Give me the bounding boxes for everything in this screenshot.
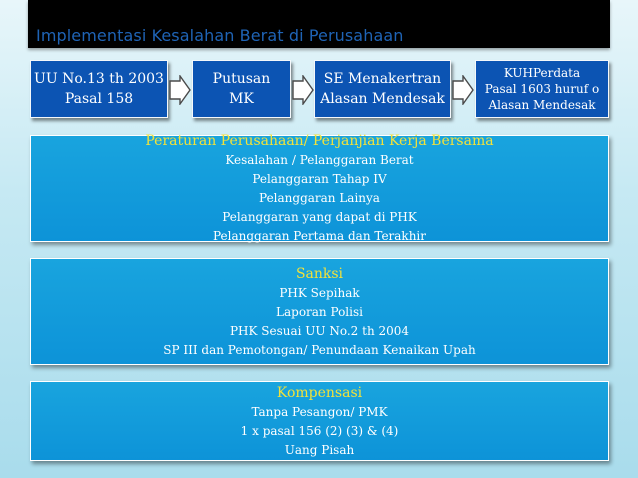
chevron-right-icon bbox=[169, 75, 191, 105]
flow-box-line: Pasal 1603 huruf o bbox=[484, 82, 600, 96]
panel-sanksi bbox=[30, 258, 609, 365]
panel-item: Pelanggaran yang dapat di PHK bbox=[222, 210, 417, 224]
panel-item: Tanpa Pesangon/ PMK bbox=[251, 404, 388, 419]
panel-item: 1 x pasal 156 (2) (3) & (4) bbox=[240, 423, 399, 438]
slide-title: Implementasi Kesalahan Berat di Perusahaan bbox=[36, 26, 404, 45]
flow-box-line: SE Menakertran bbox=[323, 71, 442, 87]
flow-box-kuhperdata bbox=[475, 60, 609, 118]
flow-box-line: Alasan Mendesak bbox=[488, 98, 596, 112]
panel-item: Uang Pisah bbox=[284, 442, 355, 457]
flow-box-uu-13 bbox=[30, 60, 168, 118]
flow-box-line: UU No.13 th 2003 bbox=[34, 71, 164, 87]
panel-item: Pelanggaran Tahap IV bbox=[252, 172, 387, 186]
panel-heading: Kompensasi bbox=[276, 384, 363, 401]
panel-item: Kesalahan / Pelanggaran Berat bbox=[225, 153, 414, 167]
panel-heading: Sanksi bbox=[295, 265, 344, 282]
panel-item: Laporan Polisi bbox=[276, 304, 363, 319]
flow-box-line: Alasan Mendesak bbox=[320, 91, 445, 107]
panel-item: Pelanggaran Pertama dan Terakhir bbox=[212, 229, 427, 243]
panel-item: PHK Sepihak bbox=[279, 285, 360, 300]
panel-heading: Peraturan Perusahaan/ Perjanjian Kerja Bersama bbox=[145, 133, 494, 149]
chevron-right-icon bbox=[452, 75, 474, 105]
panel-item: SP III dan Pemotongan/ Penundaan Kenaikan Upah bbox=[163, 342, 476, 357]
flow-box-putusan-mk bbox=[192, 60, 291, 118]
panel-peraturan bbox=[30, 135, 609, 242]
panel-item: Pelanggaran Lainya bbox=[259, 191, 380, 205]
flow-box-line: Pasal 158 bbox=[64, 91, 134, 107]
flow-box-se-menakertrans bbox=[314, 60, 451, 118]
panel-item: PHK Sesuai UU No.2 th 2004 bbox=[229, 323, 410, 338]
flow-box-line: MK bbox=[229, 91, 254, 107]
flow-box-line: Putusan bbox=[212, 71, 271, 87]
panel-kompensasi bbox=[30, 381, 609, 461]
chevron-right-icon bbox=[292, 75, 314, 105]
flow-box-line: KUHPerdata bbox=[503, 66, 581, 80]
